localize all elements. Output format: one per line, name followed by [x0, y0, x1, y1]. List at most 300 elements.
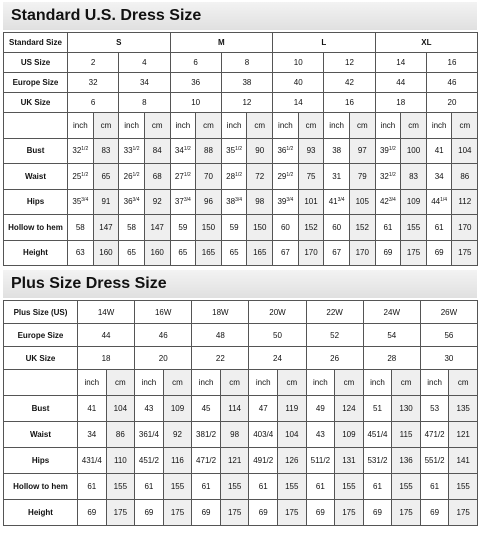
cell-value: 39 — [379, 146, 389, 156]
table-cell — [375, 138, 401, 164]
table-cell — [298, 189, 324, 215]
table-row — [4, 215, 478, 241]
table-cell: 135 — [449, 396, 478, 422]
cell-fraction: 1/2 — [235, 171, 243, 178]
cell-value: 91 — [101, 197, 111, 207]
table-cell — [349, 164, 375, 190]
table-cell: 471/2 — [192, 448, 221, 474]
table-cell — [452, 189, 478, 215]
cell-value: 170 — [458, 222, 472, 232]
unit-header: cm — [401, 113, 427, 139]
table-cell: 110 — [106, 448, 135, 474]
table-cell — [298, 138, 324, 164]
table-cell: 491/2 — [249, 448, 278, 474]
table-row — [4, 164, 478, 190]
table-cell: 50 — [249, 324, 306, 347]
table-cell — [196, 189, 222, 215]
cell-value: 26 — [123, 171, 133, 181]
cell-fraction: 1/2 — [81, 171, 89, 178]
table-cell: 44 — [375, 73, 426, 93]
row-label: Standard Size — [4, 33, 68, 53]
table-row — [4, 448, 478, 474]
table-cell — [426, 164, 452, 190]
row-label — [4, 113, 68, 139]
unit-header: cm — [106, 370, 135, 396]
table-cell: 115 — [392, 422, 421, 448]
table-cell: 431/4 — [78, 448, 107, 474]
table-cell: 10 — [273, 53, 324, 73]
row-label: Waist — [4, 164, 68, 190]
unit-header: inch — [306, 370, 335, 396]
table-cell — [247, 138, 273, 164]
cell-value: 152 — [304, 222, 318, 232]
cell-fraction: 1/2 — [132, 171, 140, 178]
table-cell: 20 — [426, 93, 477, 113]
table-row — [4, 189, 478, 215]
table-cell — [452, 138, 478, 164]
cell-value: 33 — [123, 146, 133, 156]
row-label: Hollow to hem — [4, 474, 78, 500]
cell-value: 67 — [280, 248, 290, 258]
table-row — [4, 138, 478, 164]
table-cell — [119, 189, 145, 215]
table-cell: 20 — [135, 347, 192, 370]
cell-value: 75 — [306, 171, 316, 181]
table-cell — [196, 164, 222, 190]
cell-value: 35 — [226, 146, 236, 156]
table-cell: 36 — [170, 73, 221, 93]
row-label: Europe Size — [4, 73, 68, 93]
table-cell — [221, 189, 247, 215]
cell-value: 42 — [379, 197, 389, 207]
table-cell: 141 — [449, 448, 478, 474]
cell-value: 61 — [383, 222, 393, 232]
table-cell: 136 — [392, 448, 421, 474]
table-cell — [93, 189, 119, 215]
cell-value: 155 — [406, 222, 421, 232]
standard-size-title: Standard U.S. Dress Size — [3, 2, 477, 30]
table-cell: 61 — [249, 474, 278, 500]
table-cell — [298, 164, 324, 190]
table-cell: 131 — [335, 448, 364, 474]
table-cell: 51 — [363, 396, 392, 422]
table-cell — [221, 215, 247, 241]
table-cell: 109 — [163, 396, 192, 422]
table-cell: 28 — [363, 347, 420, 370]
size-header: 24W — [363, 301, 420, 324]
table-cell: 69 — [135, 500, 164, 526]
cell-value: 147 — [99, 222, 113, 232]
cell-fraction: 1/2 — [286, 171, 294, 178]
table-cell: 104 — [106, 396, 135, 422]
table-cell — [324, 240, 350, 266]
table-cell — [196, 240, 222, 266]
table-row — [4, 240, 478, 266]
cell-value: 92 — [152, 197, 162, 207]
cell-value: 93 — [306, 146, 316, 156]
size-header: 22W — [306, 301, 363, 324]
unit-header: inch — [192, 370, 221, 396]
cell-value: 41 — [434, 146, 444, 156]
cell-value: 36 — [123, 197, 133, 207]
table-cell — [68, 240, 94, 266]
cell-value: 147 — [150, 222, 164, 232]
row-label: UK Size — [4, 93, 68, 113]
cell-value: 175 — [406, 248, 421, 258]
table-cell: 47 — [249, 396, 278, 422]
unit-header: inch — [375, 113, 401, 139]
table-cell — [349, 215, 375, 241]
table-cell — [144, 189, 170, 215]
table-cell: 155 — [163, 474, 192, 500]
cell-fraction: 3/4 — [183, 197, 191, 204]
table-cell — [298, 215, 324, 241]
cell-value: 38 — [332, 146, 342, 156]
cell-value: 96 — [204, 197, 213, 207]
table-cell — [247, 164, 273, 190]
table-cell — [426, 138, 452, 164]
cell-value: 72 — [255, 171, 265, 181]
table-row — [4, 33, 478, 53]
cell-value: 150 — [201, 222, 216, 232]
table-cell: 175 — [163, 500, 192, 526]
cell-fraction: 1/2 — [235, 146, 243, 153]
cell-fraction: 3/4 — [235, 197, 243, 204]
table-cell: 69 — [420, 500, 449, 526]
table-cell: 155 — [220, 474, 249, 500]
table-cell: 155 — [335, 474, 364, 500]
table-cell — [375, 240, 401, 266]
cell-value: 65 — [101, 171, 111, 181]
size-header: 16W — [135, 301, 192, 324]
table-cell: 32 — [68, 73, 119, 93]
unit-header: inch — [324, 113, 350, 139]
table-cell: 61 — [135, 474, 164, 500]
table-cell: 175 — [335, 500, 364, 526]
cell-fraction: 1/2 — [183, 146, 191, 153]
cell-fraction: 3/4 — [337, 197, 345, 204]
unit-header: cm — [93, 113, 119, 139]
cell-value: 160 — [99, 248, 113, 258]
table-cell — [324, 189, 350, 215]
cell-value: 150 — [253, 222, 267, 232]
cell-value: 70 — [204, 171, 213, 181]
cell-value: 39 — [277, 197, 287, 207]
table-cell: 69 — [249, 500, 278, 526]
table-cell: 18 — [78, 347, 135, 370]
table-cell: 121 — [220, 448, 249, 474]
table-cell — [298, 240, 324, 266]
table-cell: 41 — [78, 396, 107, 422]
row-label: Height — [4, 240, 68, 266]
table-cell — [401, 215, 427, 241]
cell-value: 160 — [150, 248, 164, 258]
table-cell: 16 — [426, 53, 477, 73]
cell-value: 101 — [304, 197, 318, 207]
table-row — [4, 347, 478, 370]
table-cell: 511/2 — [306, 448, 335, 474]
table-cell: 8 — [221, 53, 272, 73]
table-cell — [119, 215, 145, 241]
table-cell: 126 — [277, 448, 306, 474]
table-cell: 175 — [392, 500, 421, 526]
unit-header: inch — [249, 370, 278, 396]
size-header: 20W — [249, 301, 306, 324]
cell-value: 68 — [152, 171, 162, 181]
size-header: S — [68, 33, 171, 53]
cell-value: 35 — [72, 197, 82, 207]
table-cell: 61 — [78, 474, 107, 500]
table-cell — [68, 138, 94, 164]
size-header: XL — [375, 33, 478, 53]
table-cell — [170, 240, 196, 266]
table-cell: 12 — [221, 93, 272, 113]
cell-fraction: 3/4 — [81, 197, 89, 204]
table-cell — [68, 164, 94, 190]
table-cell — [119, 164, 145, 190]
table-cell: 471/2 — [420, 422, 449, 448]
cell-fraction: 1/2 — [81, 146, 89, 153]
unit-header: cm — [220, 370, 249, 396]
unit-header: inch — [170, 113, 196, 139]
unit-header: inch — [221, 113, 247, 139]
unit-header: cm — [196, 113, 222, 139]
table-cell: 155 — [277, 474, 306, 500]
table-cell — [68, 189, 94, 215]
table-cell: 69 — [192, 500, 221, 526]
size-header: 26W — [420, 301, 477, 324]
cell-value: 165 — [253, 248, 267, 258]
table-cell: 16 — [324, 93, 375, 113]
cell-value: 27 — [174, 171, 184, 181]
unit-header: cm — [163, 370, 192, 396]
cell-value: 97 — [357, 146, 367, 156]
cell-value: 44 — [431, 197, 441, 207]
unit-header: cm — [452, 113, 478, 139]
table-cell: 34 — [78, 422, 107, 448]
table-cell — [375, 189, 401, 215]
unit-header: inch — [420, 370, 449, 396]
row-label: UK Size — [4, 347, 78, 370]
table-cell — [452, 215, 478, 241]
table-cell: 12 — [324, 53, 375, 73]
table-cell — [93, 138, 119, 164]
table-cell — [144, 138, 170, 164]
table-cell — [375, 215, 401, 241]
cell-fraction: 1/2 — [388, 171, 396, 178]
table-cell — [247, 240, 273, 266]
table-row — [4, 324, 478, 347]
table-cell: 61 — [306, 474, 335, 500]
table-cell: 4 — [119, 53, 170, 73]
unit-header: inch — [68, 113, 94, 139]
cell-value: 79 — [357, 171, 367, 181]
cell-value: 67 — [332, 248, 342, 258]
cell-fraction: 3/4 — [132, 197, 140, 204]
table-cell: 61 — [192, 474, 221, 500]
cell-value: 109 — [406, 197, 421, 207]
table-cell: 49 — [306, 396, 335, 422]
cell-value: 63 — [75, 248, 85, 258]
cell-value: 58 — [75, 222, 85, 232]
cell-fraction: 3/4 — [388, 197, 396, 204]
table-cell — [349, 240, 375, 266]
row-label: US Size — [4, 53, 68, 73]
unit-header: cm — [298, 113, 324, 139]
table-cell: 14 — [375, 53, 426, 73]
table-cell: 46 — [135, 324, 192, 347]
table-cell — [452, 164, 478, 190]
table-row — [4, 53, 478, 73]
table-cell: 451/2 — [135, 448, 164, 474]
table-cell — [349, 138, 375, 164]
table-cell: 14 — [273, 93, 324, 113]
cell-fraction: 1/4 — [440, 197, 448, 204]
table-cell: 119 — [277, 396, 306, 422]
cell-value: 65 — [229, 248, 239, 258]
row-label — [4, 370, 78, 396]
table-cell: 24 — [249, 347, 306, 370]
unit-header: inch — [426, 113, 452, 139]
table-cell: 69 — [78, 500, 107, 526]
table-cell — [452, 240, 478, 266]
table-cell — [349, 189, 375, 215]
cell-value: 104 — [458, 146, 472, 156]
cell-value: 29 — [277, 171, 287, 181]
cell-value: 112 — [458, 197, 472, 207]
cell-value: 60 — [332, 222, 342, 232]
cell-value: 83 — [409, 171, 418, 181]
table-cell: 155 — [392, 474, 421, 500]
table-cell — [273, 240, 299, 266]
table-cell: 42 — [324, 73, 375, 93]
cell-value: 69 — [383, 248, 393, 258]
cell-fraction: 1/2 — [286, 146, 294, 153]
table-cell: 155 — [106, 474, 135, 500]
cell-fraction: 1/2 — [132, 146, 140, 153]
unit-header: cm — [349, 113, 375, 139]
unit-header: inch — [78, 370, 107, 396]
table-cell — [119, 240, 145, 266]
table-cell: 130 — [392, 396, 421, 422]
cell-value: 36 — [277, 146, 287, 156]
table-cell — [401, 189, 427, 215]
table-cell — [119, 138, 145, 164]
table-row — [4, 113, 478, 139]
table-cell: 34 — [119, 73, 170, 93]
cell-value: 31 — [332, 171, 342, 181]
table-cell: 403/4 — [249, 422, 278, 448]
table-cell — [93, 164, 119, 190]
table-cell — [196, 138, 222, 164]
table-row — [4, 500, 478, 526]
cell-value: 34 — [174, 146, 184, 156]
table-cell: 48 — [192, 324, 249, 347]
table-cell: 69 — [363, 500, 392, 526]
table-cell — [401, 138, 427, 164]
table-cell: 381/2 — [192, 422, 221, 448]
table-cell — [93, 240, 119, 266]
cell-value: 98 — [255, 197, 265, 207]
table-cell: 40 — [273, 73, 324, 93]
table-cell: 175 — [220, 500, 249, 526]
table-cell — [426, 215, 452, 241]
table-row — [4, 73, 478, 93]
table-cell: 30 — [420, 347, 477, 370]
cell-value: 175 — [458, 248, 472, 258]
table-cell — [170, 138, 196, 164]
cell-value: 37 — [174, 197, 184, 207]
cell-value: 69 — [434, 248, 444, 258]
plus-size-title: Plus Size Dress Size — [3, 270, 477, 298]
table-row — [4, 370, 478, 396]
cell-value: 32 — [379, 171, 389, 181]
table-row — [4, 396, 478, 422]
table-cell: 61 — [420, 474, 449, 500]
row-label: Hollow to hem — [4, 215, 68, 241]
cell-value: 90 — [255, 146, 265, 156]
table-cell — [375, 164, 401, 190]
table-cell — [273, 138, 299, 164]
table-cell: 61 — [363, 474, 392, 500]
cell-fraction: 3/4 — [286, 197, 294, 204]
table-row — [4, 301, 478, 324]
cell-value: 38 — [226, 197, 236, 207]
table-cell: 92 — [163, 422, 192, 448]
table-cell — [170, 189, 196, 215]
cell-value: 170 — [355, 248, 369, 258]
table-cell: 46 — [426, 73, 477, 93]
table-cell: 551/2 — [420, 448, 449, 474]
row-label: Plus Size (US) — [4, 301, 78, 324]
table-cell — [401, 164, 427, 190]
table-cell: 175 — [106, 500, 135, 526]
cell-value: 152 — [355, 222, 369, 232]
cell-value: 61 — [434, 222, 444, 232]
table-cell: 6 — [68, 93, 119, 113]
cell-value: 105 — [355, 197, 369, 207]
table-cell — [221, 138, 247, 164]
cell-value: 58 — [127, 222, 137, 232]
cell-value: 86 — [460, 171, 470, 181]
table-cell: 18 — [375, 93, 426, 113]
table-cell — [324, 215, 350, 241]
unit-header: cm — [335, 370, 364, 396]
table-cell — [170, 164, 196, 190]
cell-value: 59 — [229, 222, 239, 232]
table-cell: 116 — [163, 448, 192, 474]
table-cell: 155 — [449, 474, 478, 500]
table-row — [4, 93, 478, 113]
table-cell: 98 — [220, 422, 249, 448]
table-cell — [170, 215, 196, 241]
row-label: Hips — [4, 189, 68, 215]
table-cell — [324, 164, 350, 190]
cell-value: 34 — [434, 171, 444, 181]
table-cell — [221, 240, 247, 266]
table-cell — [68, 215, 94, 241]
table-cell: 124 — [335, 396, 364, 422]
table-cell: 175 — [277, 500, 306, 526]
table-cell — [247, 215, 273, 241]
plus-size-table — [3, 300, 478, 526]
table-cell: 53 — [420, 396, 449, 422]
table-cell — [273, 189, 299, 215]
cell-value: 32 — [72, 146, 82, 156]
cell-value: 100 — [406, 146, 421, 156]
row-label: Bust — [4, 396, 78, 422]
unit-header: cm — [449, 370, 478, 396]
